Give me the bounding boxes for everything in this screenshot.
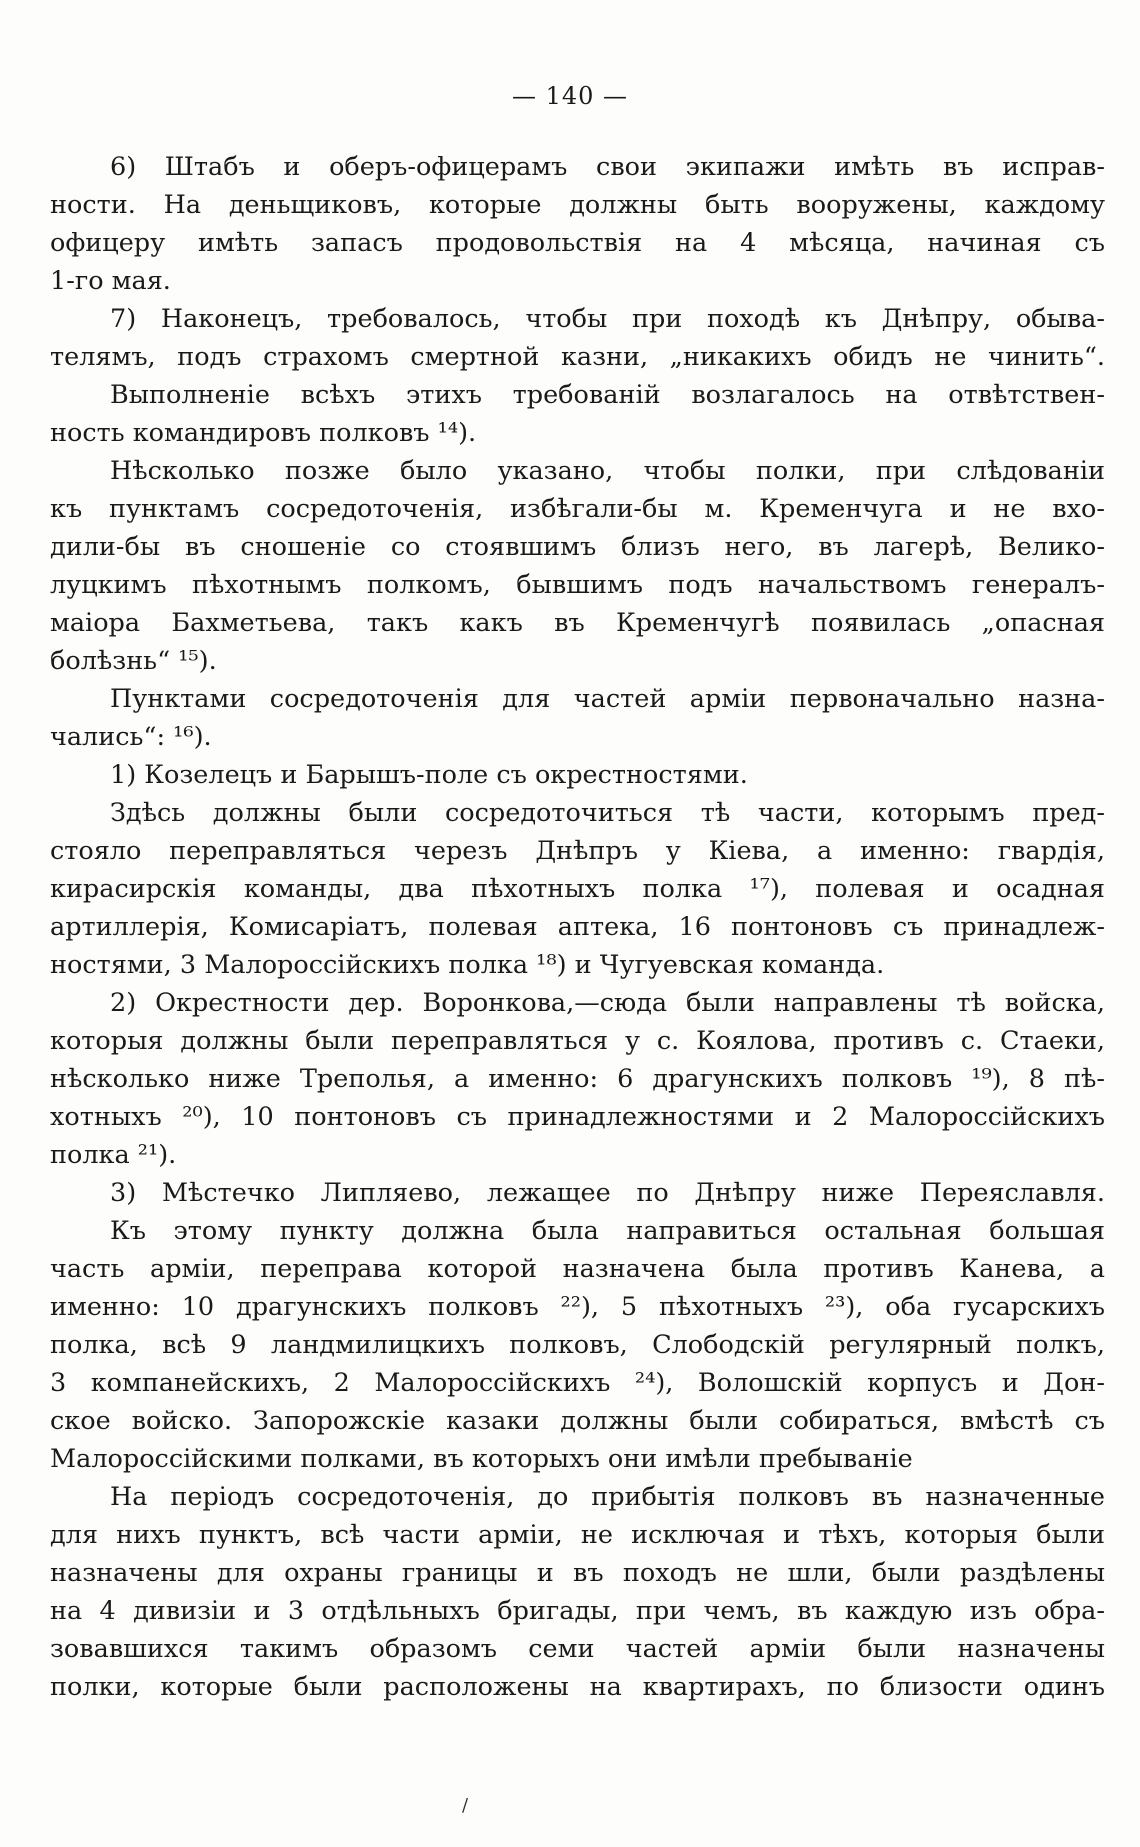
page-number: — 140 —: [511, 82, 629, 110]
text-line: 7) Наконецъ, требовалось, чтобы при походѣ къ Днѣпру, обыва-: [110, 304, 1105, 334]
text-line: Здѣсь должны были сосредоточиться тѣ части, которымъ пред-: [110, 798, 1105, 828]
text-line: кирасирскія команды, два пѣхотныхъ полка ¹⁷), полевая и осадная: [50, 874, 1105, 904]
text-line: часть арміи, переправа которой назначена была противъ Канева, а: [50, 1254, 1105, 1284]
text-line: полка, всѣ 9 ландмилицкихъ полковъ, Слободскій регулярный полкъ,: [50, 1330, 1105, 1360]
text-line: стояло переправляться черезъ Днѣпръ у Кіева, а именно: гвардія,: [50, 836, 1105, 866]
text-line: на 4 дивизіи и 3 отдѣльныхъ бригады, при чемъ, въ каждую изъ обра-: [50, 1596, 1105, 1626]
text-line: офицеру имѣть запасъ продовольствія на 4 мѣсяца, начиная съ: [50, 228, 1105, 258]
text-line: нѣсколько ниже Треполья, а именно: 6 драгунскихъ полковъ ¹⁹), 8 пѣ-: [50, 1064, 1105, 1094]
text-line: Нѣсколько позже было указано, чтобы полки, при слѣдованіи: [110, 456, 1105, 486]
stray-mark: /: [462, 1795, 469, 1816]
text-line: телямъ, подъ страхомъ смертной казни, „никакихъ обидъ не чинить“.: [50, 342, 1105, 372]
text-line: 6) Штабъ и оберъ-офицерамъ свои экипажи имѣть въ исправ-: [110, 152, 1105, 182]
text-line: зовавшихся такимъ образомъ семи частей арміи были назначены: [50, 1634, 1105, 1664]
text-line: для нихъ пунктъ, всѣ части арміи, не исключая и тѣхъ, которыя были: [50, 1520, 1105, 1550]
text-line: маіора Бахметьева, такъ какъ въ Кременчугѣ появилась „опасная: [50, 608, 1105, 638]
text-line: На періодъ сосредоточенія, до прибытія полковъ въ назначенные: [110, 1482, 1105, 1512]
text-line: именно: 10 драгунскихъ полковъ ²²), 5 пѣхотныхъ ²³), оба гусарскихъ: [50, 1292, 1105, 1322]
text-line: къ пунктамъ сосредоточенія, избѣгали-бы м. Кременчуга и не вхо-: [50, 494, 1105, 524]
text-line: полка ²¹).: [50, 1140, 177, 1170]
text-line: луцкимъ пѣхотнымъ полкомъ, бывшимъ подъ начальствомъ генералъ-: [50, 570, 1105, 600]
text-line: артиллерія, Комисаріатъ, полевая аптека, 16 понтоновъ съ принадлеж-: [50, 912, 1105, 942]
text-line: ностями, 3 Малороссійскихъ полка ¹⁸) и Чугуевская команда.: [50, 950, 885, 980]
text-line: 3) Мѣстечко Липляево, лежащее по Днѣпру ниже Переяславля.: [110, 1178, 1105, 1208]
text-line: Выполненіе всѣхъ этихъ требованій возлагалось на отвѣтствен-: [110, 380, 1105, 410]
text-line: дили-бы въ сношеніе со стоявшимъ близъ него, въ лагерѣ, Велико-: [50, 532, 1105, 562]
text-line: ность командировъ полковъ ¹⁴).: [50, 418, 477, 448]
text-line: хотныхъ ²⁰), 10 понтоновъ съ принадлежностями и 2 Малороссійскихъ: [50, 1102, 1105, 1132]
text-line: Малороссійскими полками, въ которыхъ они имѣли пребываніе: [50, 1444, 913, 1474]
text-line: 3 компанейскихъ, 2 Малороссійскихъ ²⁴), Волошскій корпусъ и Дон-: [50, 1368, 1105, 1398]
text-line: назначены для охраны границы и въ походъ не шли, были раздѣлены: [50, 1558, 1105, 1588]
body-text: [50, 148, 1105, 1706]
text-line: 2) Окрестности дер. Воронкова,—сюда были направлены тѣ войска,: [110, 988, 1105, 1018]
text-line: 1) Козелецъ и Барышъ-поле съ окрестностями.: [110, 760, 748, 790]
text-line: 1-го мая.: [50, 266, 171, 296]
text-line: которыя должны были переправляться у с. Коялова, противъ с. Стаеки,: [50, 1026, 1105, 1056]
text-line: чались“: ¹⁶).: [50, 722, 212, 752]
text-line: Къ этому пункту должна была направиться остальная большая: [110, 1216, 1105, 1246]
text-line: Пунктами сосредоточенія для частей арміи первоначально назна-: [110, 684, 1105, 714]
text-line: ское войско. Запорожскіе казаки должны были собираться, вмѣстѣ съ: [50, 1406, 1105, 1436]
text-line: полки, которые были расположены на квартирахъ, по близости одинъ: [50, 1672, 1105, 1702]
text-line: ности. На деньщиковъ, которые должны быть вооружены, каждому: [50, 190, 1105, 220]
text-line: болѣзнь“ ¹⁵).: [50, 646, 217, 676]
